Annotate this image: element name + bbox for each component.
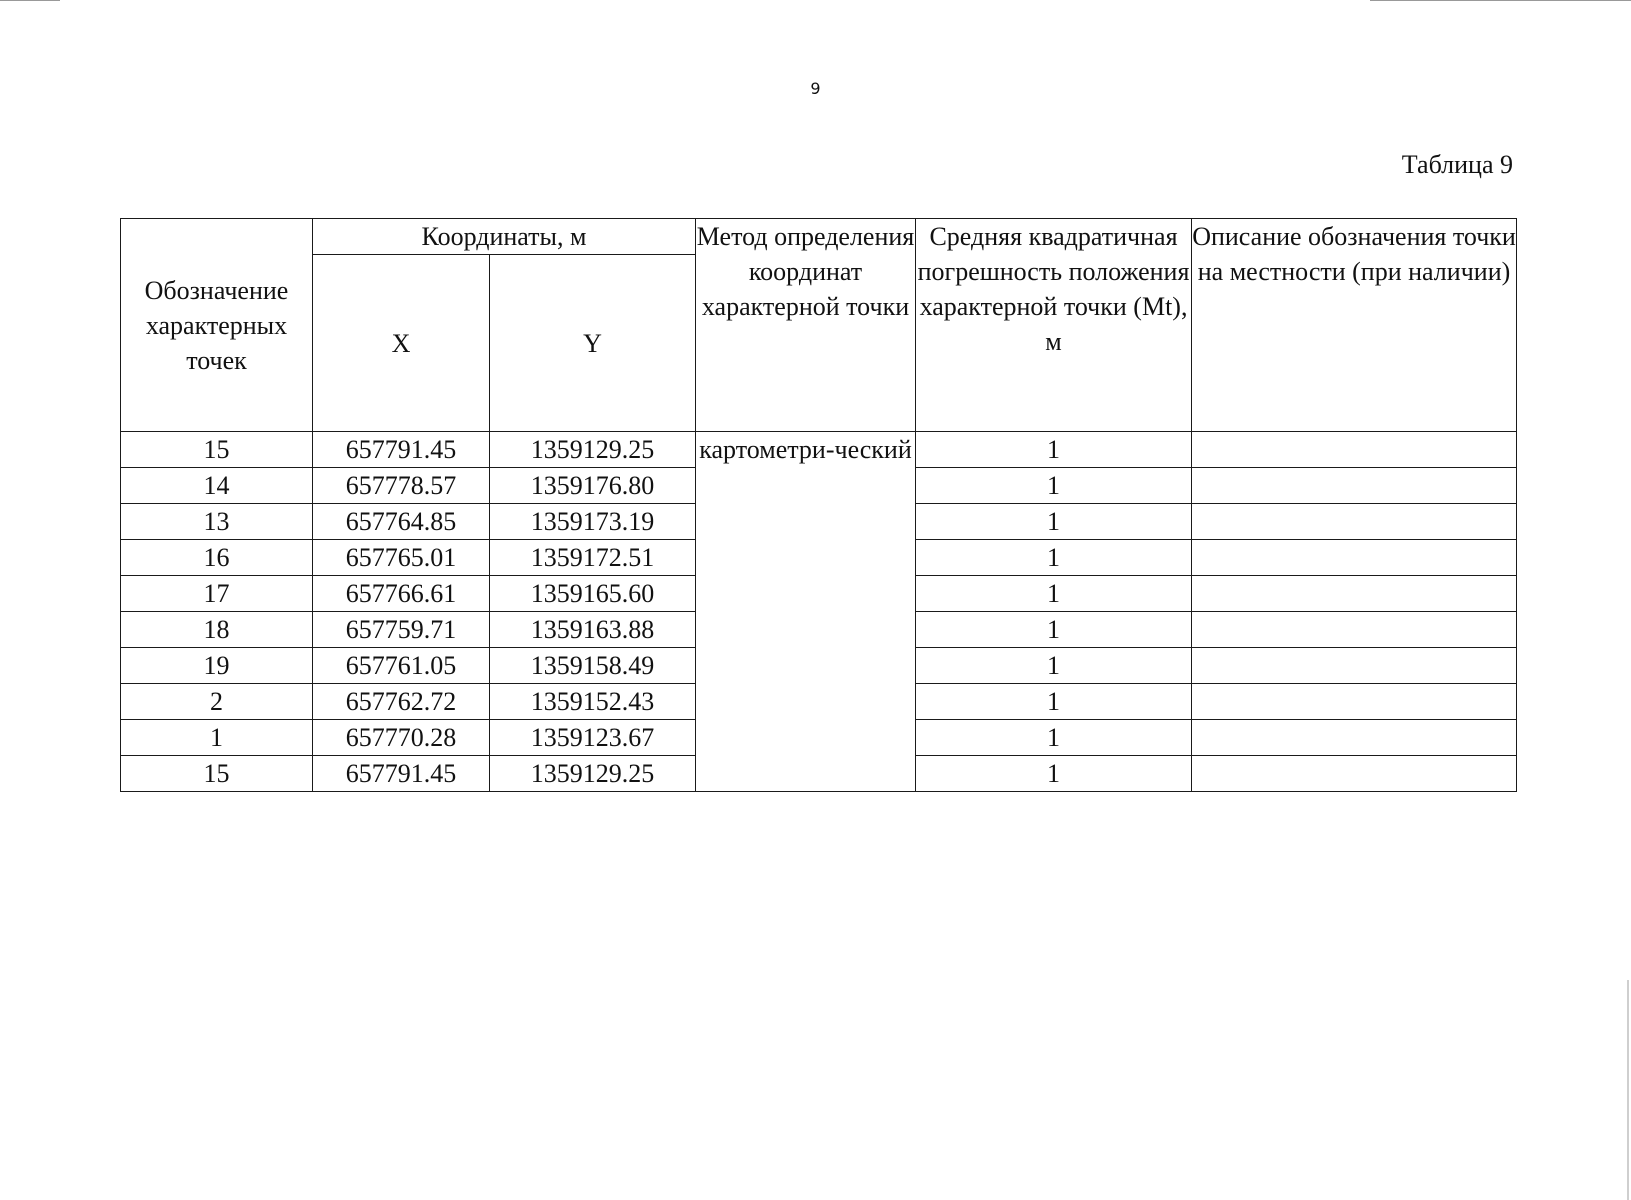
cell-y: 1359129.25: [490, 432, 696, 468]
cell-x: 657770.28: [313, 720, 490, 756]
cell-y: 1359172.51: [490, 540, 696, 576]
cell-x: 657762.72: [313, 684, 490, 720]
cell-error: 1: [916, 468, 1192, 504]
cell-description: [1192, 648, 1517, 684]
cell-x: 657761.05: [313, 648, 490, 684]
cell-y: 1359152.43: [490, 684, 696, 720]
cell-y: 1359165.60: [490, 576, 696, 612]
cell-description: [1192, 540, 1517, 576]
cell-point: 1: [121, 720, 313, 756]
cell-point: 18: [121, 612, 313, 648]
cell-x: 657791.45: [313, 432, 490, 468]
cell-method: картометри-ческий: [696, 432, 916, 792]
cell-x: 657766.61: [313, 576, 490, 612]
cell-y: 1359123.67: [490, 720, 696, 756]
scan-edge-line: [1370, 0, 1631, 1]
cell-point: 17: [121, 576, 313, 612]
cell-point: 15: [121, 756, 313, 792]
cell-point: 2: [121, 684, 313, 720]
cell-description: [1192, 504, 1517, 540]
scan-edge-line: [0, 0, 60, 1]
table-row: [121, 432, 1517, 468]
cell-point: 16: [121, 540, 313, 576]
page-number: 9: [810, 79, 821, 98]
cell-x: 657764.85: [313, 504, 490, 540]
cell-y: 1359129.25: [490, 756, 696, 792]
cell-x: 657778.57: [313, 468, 490, 504]
cell-y: 1359173.19: [490, 504, 696, 540]
cell-description: [1192, 432, 1517, 468]
header-coordinates: Координаты, м: [313, 219, 696, 255]
header-y: Y: [490, 255, 696, 432]
cell-description: [1192, 756, 1517, 792]
cell-point: 19: [121, 648, 313, 684]
cell-point: 14: [121, 468, 313, 504]
cell-error: 1: [916, 756, 1192, 792]
header-error: Средняя квадратичная погрешность положения характерной точки (Mt), м: [916, 219, 1192, 432]
table-caption: Таблица 9: [1401, 150, 1513, 179]
cell-description: [1192, 612, 1517, 648]
cell-error: 1: [916, 684, 1192, 720]
cell-description: [1192, 720, 1517, 756]
cell-error: 1: [916, 648, 1192, 684]
cell-x: 657765.01: [313, 540, 490, 576]
cell-y: 1359158.49: [490, 648, 696, 684]
cell-y: 1359176.80: [490, 468, 696, 504]
cell-error: 1: [916, 432, 1192, 468]
header-x: X: [313, 255, 490, 432]
cell-y: 1359163.88: [490, 612, 696, 648]
cell-description: [1192, 576, 1517, 612]
cell-error: 1: [916, 612, 1192, 648]
cell-point: 13: [121, 504, 313, 540]
cell-error: 1: [916, 504, 1192, 540]
cell-point: 15: [121, 432, 313, 468]
cell-error: 1: [916, 576, 1192, 612]
cell-error: 1: [916, 720, 1192, 756]
cell-x: 657791.45: [313, 756, 490, 792]
cell-description: [1192, 468, 1517, 504]
cell-error: 1: [916, 540, 1192, 576]
cell-x: 657759.71: [313, 612, 490, 648]
header-description: Описание обозначения точки на местности (при наличии): [1192, 219, 1517, 432]
header-method: Метод определения координат характерной точки: [696, 219, 916, 432]
coordinates-table: [120, 218, 1517, 792]
scan-edge-line: [1627, 980, 1629, 1200]
cell-description: [1192, 684, 1517, 720]
header-point: Обозначение характерных точек: [121, 219, 313, 432]
